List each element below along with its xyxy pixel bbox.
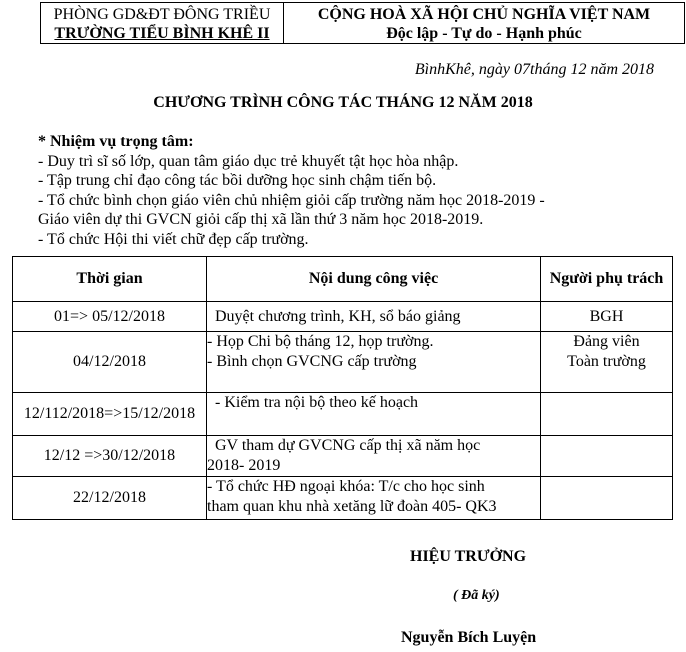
- row-content: [207, 393, 541, 436]
- task-line: - Tập trung chỉ đạo công tác bồi dưỡng học sinh chậm tiến bộ.: [38, 172, 437, 189]
- row-owner-line: Đảng viên: [573, 333, 640, 350]
- key-tasks: [38, 132, 678, 249]
- table-row: [13, 477, 673, 520]
- table-row: [13, 332, 673, 393]
- header-table: [40, 2, 685, 44]
- row-content-line: GV tham dự GVCNG cấp thị xã năm học: [215, 437, 481, 454]
- header-left-cell: [41, 3, 284, 44]
- row-content: [207, 332, 541, 393]
- nation-name: CỘNG HOÀ XÃ HỘI CHỦ NGHĨA VIỆT NAM: [317, 6, 651, 23]
- row-time: 04/12/2018: [13, 332, 207, 393]
- header-right-cell: [284, 3, 685, 44]
- table-row: [13, 302, 673, 332]
- table-row: [13, 436, 673, 477]
- row-content-line: - Tổ chức HĐ ngoại khóa: T/c cho học sinh: [207, 478, 485, 495]
- schedule-header-row: [13, 257, 673, 302]
- task-line: - Tổ chức bình chọn giáo viên chủ nhiệm giỏi cấp trường năm học 2018-2019 -: [38, 191, 545, 209]
- table-row: [13, 393, 673, 436]
- signature-title: HIỆU TRƯỞNG: [410, 548, 527, 565]
- row-owner: [541, 393, 673, 436]
- row-content: [207, 302, 541, 332]
- row-content-line: - Kiểm tra nội bộ theo kế hoạch: [215, 394, 419, 411]
- row-content: [207, 436, 541, 477]
- row-content-line: tham quan khu nhà xetăng lữ đoàn 405- QK3: [207, 498, 497, 515]
- task-line: - Duy trì sĩ số lớp, quan tâm giáo dục trẻ khuyết tật học hòa nhập.: [38, 152, 459, 170]
- document-title: CHƯƠNG TRÌNH CÔNG TÁC THÁNG 12 NĂM 2018: [153, 94, 533, 111]
- row-owner: [541, 332, 673, 393]
- header-content: Nội dung công việc: [207, 257, 541, 302]
- row-content-line: Duyệt chương trình, KH, sổ báo giảng: [215, 307, 461, 325]
- row-owner: [541, 436, 673, 477]
- row-owner-line: BGH: [589, 307, 624, 325]
- department-name: PHÒNG GD&ĐT ĐÔNG TRIỀU: [53, 6, 271, 23]
- task-line: - Tổ chức Hội thi viết chữ đẹp cấp trường.: [38, 230, 309, 248]
- key-tasks-heading: * Nhiệm vụ trọng tâm:: [38, 133, 194, 150]
- task-line: Giáo viên dự thi GVCN giỏi cấp thị xã lần thứ 3 năm học 2018-2019.: [38, 211, 484, 228]
- row-time: 12/12 =>30/12/2018: [13, 436, 207, 477]
- school-name: TRƯỜNG TIỂU BÌNH KHÊ II: [54, 25, 270, 42]
- signature-name: Nguyễn Bích Luyện: [401, 629, 537, 646]
- row-owner-line: Toàn trường: [567, 353, 646, 370]
- row-time: 12/112/2018=>15/12/2018: [13, 393, 207, 436]
- signature-note: ( Đã ký): [453, 588, 500, 603]
- row-time: 01=> 05/12/2018: [13, 302, 207, 332]
- date-line: BìnhKhê, ngày 07tháng 12 năm 2018: [414, 61, 654, 78]
- header-time: Thời gian: [13, 257, 207, 302]
- row-content-line: 2018- 2019: [207, 457, 281, 474]
- row-content-line: - Họp Chi bộ tháng 12, họp trường.: [207, 333, 434, 350]
- header-owner: Người phụ trách: [541, 257, 673, 302]
- row-time: 22/12/2018: [13, 477, 207, 520]
- row-owner: [541, 477, 673, 520]
- schedule-table: [12, 256, 673, 520]
- row-content-line: - Bình chọn GVCNG cấp trường: [207, 353, 417, 370]
- row-owner: [541, 302, 673, 332]
- motto: Độc lập - Tự do - Hạnh phúc: [386, 25, 582, 42]
- row-content: [207, 477, 541, 520]
